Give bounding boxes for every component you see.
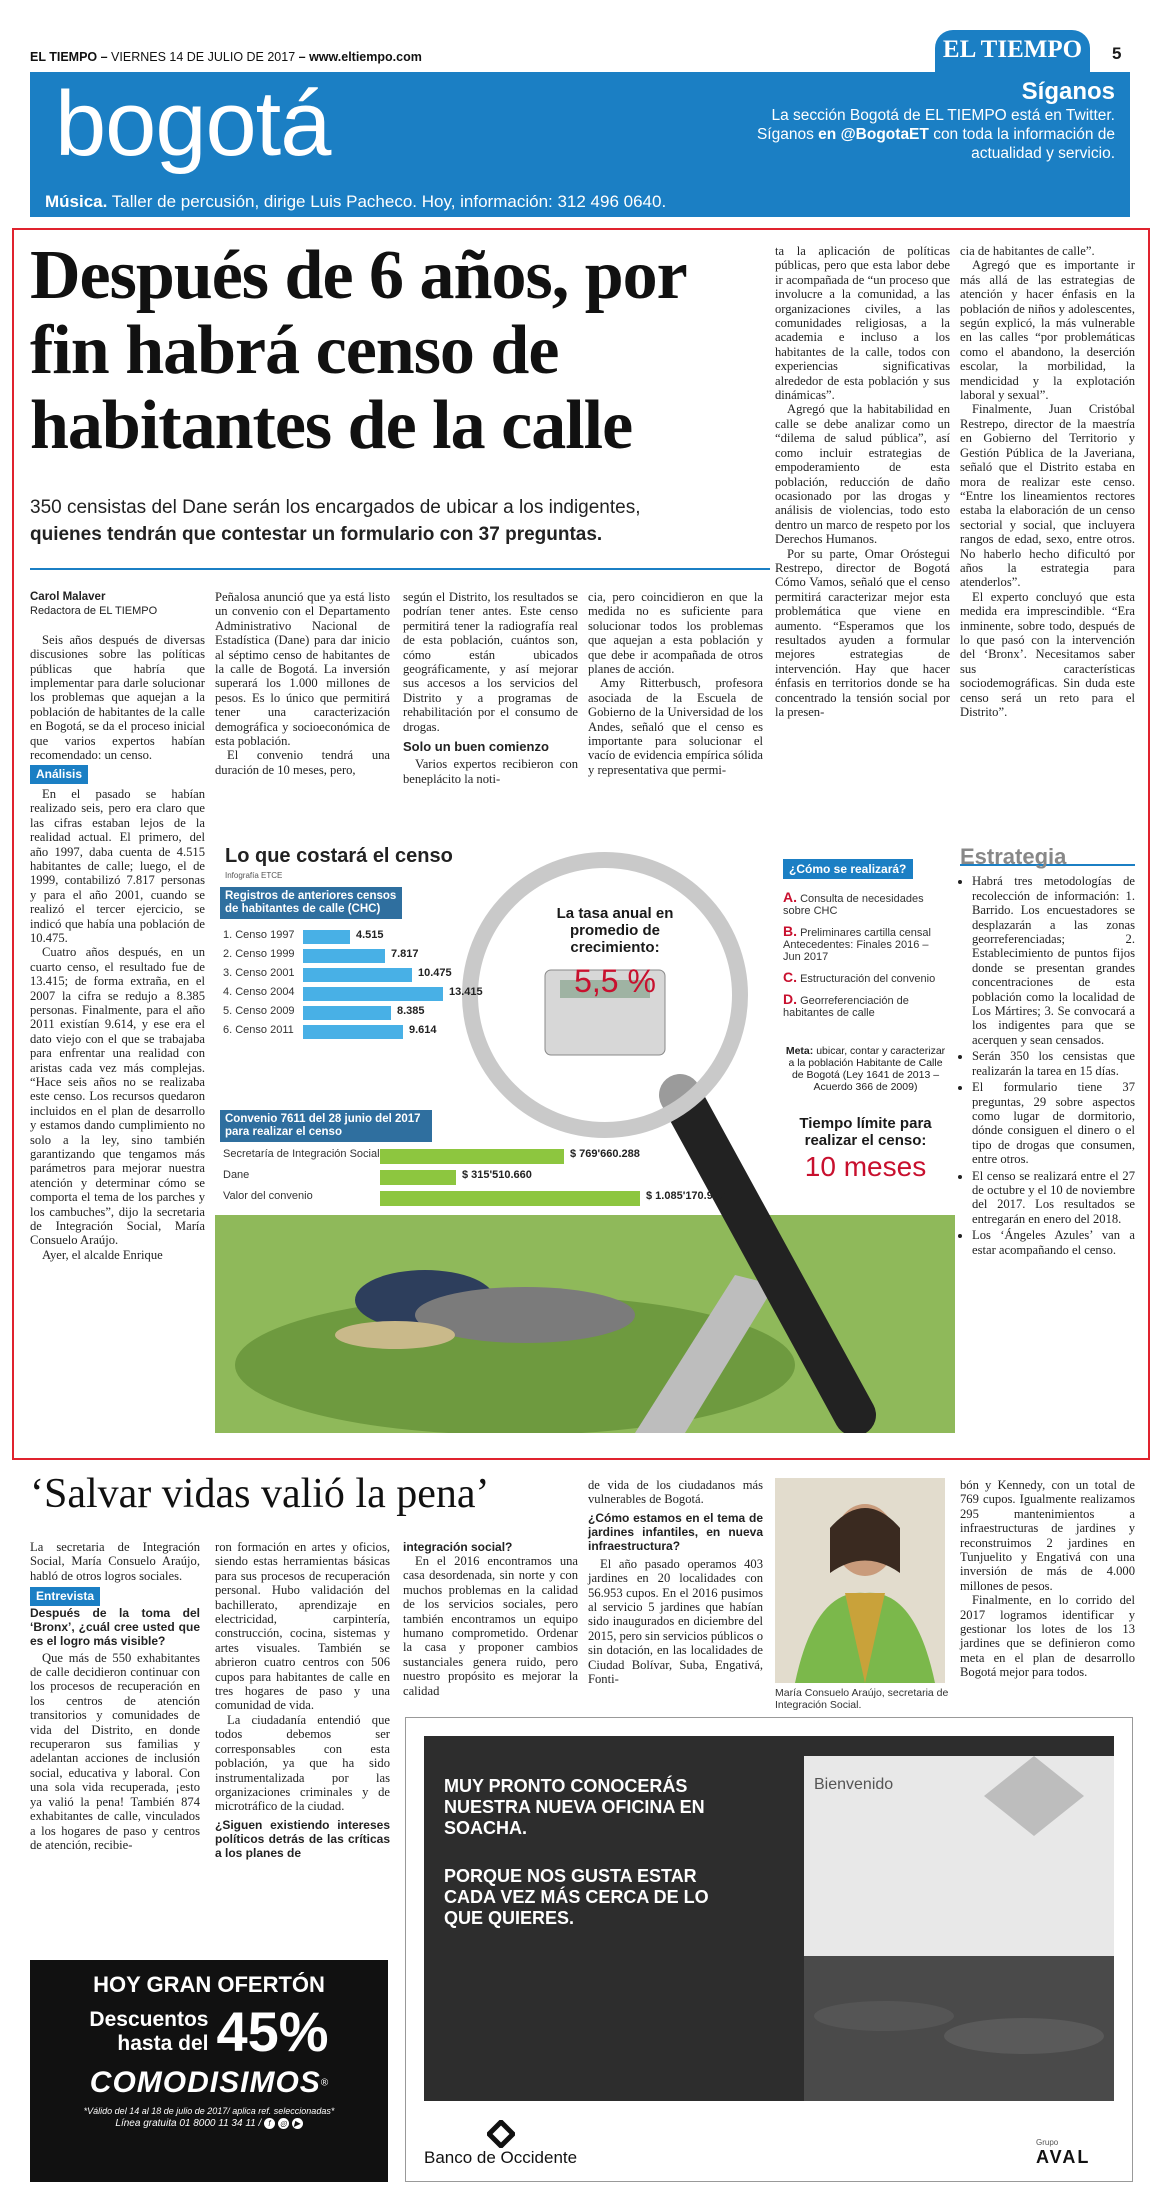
paragraph: En el 2016 encontramos una casa desordenada, sin norte y con muchos problemas en la calidad de los servicios sociales, pero también encontramos un equipo humano comprometido. Ordenar la casa y proponer cambios sustanciales genera ruido, pero nuestro propósito es mejorar la calidad bbox=[403, 1554, 578, 1698]
strategy-title: Estrategia bbox=[960, 850, 1135, 866]
strategy-item: • Serán 350 los censistas que realizarán la tarea en 15 días. bbox=[972, 1049, 1135, 1078]
second-col-2 bbox=[215, 1540, 390, 1860]
paragraph: En el pasado se habían realizado seis, pero era claro que las cifras estaban lejos de la realidad actual. El primero, del año 1997, daba cuenta de 4.515 habitantes de calle; luego, el de 1999, contabilizó 7.817 personas y para el año 2001, cuando se realizó el tercer ejercicio, se indicó que había una población de 10.475. bbox=[30, 786, 205, 945]
strategy-item: • El formulario tiene 37 preguntas, 29 sobre aspectos como lugar de dormitorio, dónde consiguen el dinero o el tipo de drogas que consumen, entre otros. bbox=[972, 1080, 1135, 1166]
bar-category-label: Secretaría de Integración Social bbox=[223, 1148, 380, 1160]
meta-label: Meta: bbox=[785, 1045, 814, 1057]
bar-value-label: $ 1.085'170.948 bbox=[646, 1190, 726, 1202]
paragraph: Agregó que la habitabilidad en calle se debe analizar como un “dilema de salud pública”, así como incluir estrategias de empoderamiento de esta población, reducción de daño ocasionado por las drogas y análisis de violencias, todo esto dentro un marco de respeto por los Derechos Humanos. bbox=[775, 402, 950, 547]
bar bbox=[303, 968, 412, 982]
instagram-icon[interactable]: ◎ bbox=[278, 2118, 289, 2129]
bar-value-label: 7.817 bbox=[391, 948, 419, 960]
page-number: 5 bbox=[1112, 44, 1122, 63]
portrait-photo bbox=[775, 1478, 945, 1683]
bar-value-label: 8.385 bbox=[397, 1005, 425, 1017]
masthead-line: EL TIEMPO – VIERNES 14 DE JULIO DE 2017 – www.eltiempo.com bbox=[30, 50, 422, 64]
bar-category-label: 3. Censo 2001 bbox=[223, 967, 295, 979]
column-2 bbox=[215, 590, 390, 777]
paragraph: Ayer, el alcalde Enrique bbox=[42, 1247, 163, 1262]
ad-comodisimos[interactable] bbox=[30, 1960, 388, 2182]
bar bbox=[303, 987, 443, 1001]
paper-name: EL TIEMPO bbox=[30, 50, 98, 64]
deck-line-1: 350 censistas del Dane serán los encargados de ubicar a los indigentes, bbox=[30, 497, 641, 518]
bank-name: Banco de Occidente bbox=[424, 2148, 578, 2167]
step-a: A. Consulta de necesidades sobre CHC bbox=[783, 889, 924, 917]
column-6 bbox=[960, 244, 1135, 719]
strategy-item: • El censo se realizará entre el 27 de octubre y el 10 de noviembre del 2017. Los resultados se entregarán en enero del 2018. bbox=[972, 1169, 1135, 1227]
bar bbox=[303, 930, 350, 944]
paragraph: Seis años después de diversas discusiones sobre las políticas públicas que habría que implementar para darle solucionar los problemas que aquejan a la población de habitantes de la calle en Bogotá, se da el proceso inicial que varios expertos habían recomendado: un censo. bbox=[30, 632, 205, 763]
agenda-line bbox=[45, 192, 666, 212]
byline: Carol Malaver bbox=[30, 591, 106, 603]
agenda-label: Música. bbox=[45, 192, 108, 211]
photo-caption: María Consuelo Araújo, secretaria de Integración Social. bbox=[775, 1687, 949, 1711]
bar bbox=[380, 1170, 456, 1185]
bar-category-label: Dane bbox=[223, 1169, 250, 1181]
bar-category-label: 1. Censo 1997 bbox=[223, 929, 295, 941]
aval-name: AVAL bbox=[1036, 2147, 1091, 2167]
bar-category-label: Valor del convenio bbox=[223, 1190, 313, 1202]
ad-percent: 45% bbox=[216, 2000, 329, 2063]
bar-value-label: 4.515 bbox=[356, 929, 384, 941]
ad-brand: COMODISIMOS bbox=[89, 2066, 321, 2099]
brand-label: EL TIEMPO bbox=[942, 36, 1083, 63]
deck bbox=[30, 494, 770, 548]
bar-value-label: 9.614 bbox=[409, 1024, 437, 1036]
question-2b: integración social? bbox=[403, 1540, 513, 1554]
ad-upto: hasta del bbox=[117, 2032, 209, 2055]
byline-role: Redactora de EL TIEMPO bbox=[30, 605, 158, 618]
answer-1: Que más de 550 exhabitantes de calle decidieron continuar con los procesos de recuperación en los centros de atención transitorios y comunidades de vida del Distrito, en donde recuperaron sus familias y adelantan acciones de inclusión social, educativa y laboral. Con una sola vida recuperada, ¡esto ya valió la pena! También 874 exhabitantes de calle, vinculados a los hogares de paso y centros de atención, recibie- bbox=[30, 1650, 200, 1852]
follow-text-2: con toda la información de actualidad y servicio. bbox=[933, 126, 1115, 162]
column-5 bbox=[775, 244, 950, 719]
paragraph: La ciudadanía entendió que todos debemos ser corresponsables con esta población, ya que ha sido instrumentalizada por las organizaciones criminales y de microtráfico de la ciudad. bbox=[215, 1712, 390, 1814]
ad-phone: Línea gratuita 01 8000 11 34 11 / bbox=[115, 2118, 262, 2129]
paragraph: Agregó que es importante ir más allá de las estrategias de atención y hacer énfasis en la población de niños y adolescentes, según explicó, la más vulnerable en las calles “por problemáticas como el abandono, la deserción escolar, la morbilidad, la mendicidad y la explotación laboral y sexual”. bbox=[960, 258, 1135, 403]
strategy-item: • Habrá tres metodologías de recolección de información: 1. Barrido. Los encuestadores se desplazarán a las zonas georreferenciadas; 2. Establecimiento de puntos fijos donde se presentan grandes concentraciones de esta población como la localidad de Los Mártires; 3. Se convocará a los indigentes para que se acerquen y sean censados. bbox=[972, 874, 1135, 1047]
section-title: bogotá bbox=[55, 73, 331, 175]
rate-title: La tasa anual en promedio de crecimiento: bbox=[556, 905, 674, 956]
paragraph: bón y Kennedy, con un total de 769 cupos. Igualmente realizamos 295 mantenimientos a infraestructuras de jardines y reconstruimos 2 jardines en Tunjuelito y Engativá con una inversión de más de 4.000 millones de pesos. bbox=[960, 1478, 1135, 1593]
interview-tag: Entrevista bbox=[30, 1587, 100, 1605]
paragraph: de vida de los ciudadanos más vulnerables de Bogotá. bbox=[588, 1478, 763, 1507]
census-chart bbox=[215, 929, 515, 1049]
paragraph: según el Distrito, los resultados se podrían tener antes. Este censo permitirá tener la radiografía real de esta población, cuántos son, cómo están ubicados geográficamente, y así mejorar sus accesos a los servicios del Distrito y a programas de rehabilitación por el consumo de drogas. bbox=[403, 590, 578, 734]
bar bbox=[380, 1149, 564, 1164]
convenio-chart bbox=[215, 1148, 775, 1218]
bar bbox=[303, 949, 385, 963]
paragraph: ta la aplicación de políticas públicas, pero que esta labor debe ir acompañada de “un proceso que involucre a la comunidad, a las organizaciones civiles, a las comunidades religiosas, a la academia e incluso a los habitantes de la calle, todos con experiencias significativas alrededor de esta población y sus dinámicas”. bbox=[775, 244, 950, 403]
column-4 bbox=[588, 590, 763, 777]
aval-group: Grupo bbox=[1036, 2138, 1059, 2147]
question-1: Después de la toma del ‘Bronx’, ¿cuál cree usted que es el logro más visible? bbox=[30, 1605, 200, 1648]
portrait-image bbox=[775, 1478, 945, 1683]
paragraph: El experto concluyó que esta medida era imprescindible. “Era inminente, sobre todo, después de lo que pasó con la intervención del ‘Bronx’. Necesitamos saber sus características sociodemográficas. Sin duda este censo será un reto para el Distrito”. bbox=[960, 589, 1135, 719]
ad-photo-panel bbox=[424, 1736, 1114, 2101]
agenda-text: Taller de percusión, dirige Luis Pacheco. Hoy, información: 312 496 0640. bbox=[111, 192, 667, 211]
infographic-credit: Infografía ETCE bbox=[225, 871, 283, 880]
paragraph: Finalmente, en lo corrido del 2017 logramos identificar y gestionar los lotes de los 13 jardines que se definieron como meta en el plan de desarrollo Bogotá mejor para todos. bbox=[960, 1593, 1135, 1680]
bank-logo bbox=[424, 2120, 577, 2168]
paragraph: cia, pero coincidieron en que la medida no es suficiente para solucionar todos los problemas que aquejan a esta población y que debe ir acompañada de otros planes de acción. bbox=[588, 590, 763, 677]
bar-category-label: 2. Censo 1999 bbox=[223, 948, 295, 960]
headline: Después de 6 años, por fin habrá censo de habitantes de la calle bbox=[30, 237, 686, 464]
question-3: ¿Cómo estamos en el tema de jardines infantiles, en nueva infraestructura? bbox=[588, 1510, 763, 1553]
ad-fine: *Válido del 14 al 18 de julio de 2017/ aplica ref. seleccionadas* bbox=[83, 2106, 335, 2116]
second-col-3 bbox=[403, 1540, 578, 1698]
ad-discounts: Descuentos bbox=[89, 2008, 209, 2031]
infographic-title: Lo que costará el censo bbox=[225, 845, 453, 867]
paragraph: Amy Ritterbusch, profesora asociada de la Escuela de Gobierno de la Universidad de los Andes, señaló que el censo es importante para solucionar el vacío de evidencia empírica sólida y representativa que permi- bbox=[588, 676, 763, 777]
steps-list bbox=[783, 889, 948, 1025]
bank-logo-icon bbox=[487, 2120, 515, 2148]
paragraph: El convenio tendrá una duración de 10 meses, pero, bbox=[215, 748, 390, 777]
column-1 bbox=[30, 590, 205, 1262]
ad-line-2: PORQUE NOS GUSTA ESTAR CADA VEZ MÁS CERCA DE LO QUE QUIERES. bbox=[444, 1866, 709, 1928]
second-col-6 bbox=[960, 1478, 1135, 1680]
paragraph: cia de habitantes de calle”. bbox=[960, 244, 1095, 258]
paragraph: Finalmente, Juan Cristóbal Restrepo, director de la maestría en Gobierno del Territorio y Gestión Pública de la Javeriana, señaló que el Distrito estaba en mora de realizar este censo. “Entre los lineamientos rectores estaba la elaboración de un censo sectorial y social, que incluyera rangos de edad, sexo, entre otros. No haberlo hecho dificultó por años la estrategia para atenderlos”. bbox=[960, 402, 1135, 590]
subhead: Solo un buen comienzo bbox=[403, 739, 549, 755]
deck-line-2: quienes tendrán que contestar un formulario con 37 preguntas. bbox=[30, 524, 603, 545]
bar-value-label: 13.415 bbox=[449, 986, 483, 998]
ad-headline: HOY GRAN OFERTÓN bbox=[93, 1972, 325, 1997]
bar-category-label: 4. Censo 2004 bbox=[223, 986, 295, 998]
paragraph: ron formación en artes y oficios, siendo estas herramientas básicas para sus procesos de recuperación personal. Hubo validación del bachillerato, aprendizaje en electricidad, carpintería, construcción, cocina, sistemas y artes visuales. También se abrieron cuatro centros con 506 cupos para habitantes de calle en tres hogares de paso y una comunidad de vida. bbox=[215, 1540, 390, 1713]
infographic bbox=[215, 845, 955, 1433]
bar bbox=[303, 1006, 391, 1020]
strategy-box bbox=[960, 844, 1135, 1259]
bar-category-label: 5. Censo 2009 bbox=[223, 1005, 295, 1017]
aval-logo bbox=[1036, 2138, 1090, 2168]
analysis-tag-label: Análisis bbox=[30, 765, 88, 783]
follow-box bbox=[740, 78, 1115, 163]
meta-box bbox=[783, 1045, 948, 1093]
census-chart-title: Registros de anteriores censos de habitantes de calle (CHC) bbox=[220, 887, 402, 919]
issue-date: VIERNES 14 DE JULIO DE 2017 bbox=[111, 50, 296, 64]
deck-rule bbox=[30, 568, 770, 570]
question-2: ¿Siguen existiendo intereses políticos detrás de las críticas a los planes de bbox=[215, 1817, 390, 1860]
analysis-tag bbox=[30, 765, 205, 783]
paragraph: Peñalosa anunció que ya está listo un convenio con el Departamento Administrativo Nacional de Estadística (Dane) para dar inicio al séptimo censo de habitantes de la calle de Bogotá. La inversión superará los 1.000 millones de pesos. Es lo único que permitirá tener una caracterización demográfica y socioeconómica de esta población. bbox=[215, 590, 390, 749]
ad-banco-occidente[interactable] bbox=[405, 1717, 1133, 2182]
intro: La secretaria de Integración Social, María Consuelo Araújo, habló de otros logros sociales. bbox=[30, 1540, 200, 1583]
ad-line-1: MUY PRONTO CONOCERÁS NUESTRA NUEVA OFICINA EN SOACHA. bbox=[444, 1776, 705, 1838]
follow-text: La sección Bogotá de EL TIEMPO está en Twitter. Síganos bbox=[756, 107, 1115, 143]
ad-brand-reg: ® bbox=[320, 2077, 329, 2089]
youtube-icon[interactable]: ▶ bbox=[292, 2118, 303, 2129]
bar-value-label: $ 315'510.660 bbox=[462, 1169, 532, 1181]
paragraph: Cuatro años después, en un cuarto censo, el resultado fue de 13.415; de forma extraña, en el 2007 la cifra se redujo a 8.385 personas. Finalmente, para el año 2011 existían 9.614, y ese era el dato viejo con el que se trabajaba para enfrentar una realidad con aristas cada vez más complejas. “Hace seis años no se realizaba este censo. Los recursos quedaron incluidos en el plan de desarrollo y estamos dando cumplimiento no solo a la ley, sino también garantizando que tengamos más parámetros para mejorar nuestra atención y determinar cómo se comporta el tema de los parches y los cambuches”, dijo la secretaria de Integración Social, María Consuelo Araújo. bbox=[30, 945, 205, 1248]
paragraph: Por su parte, Omar Oróstegui Restrepo, director de Bogotá Cómo Vamos, señaló que el censo permitirá caracterizar mejor esta problemática que viene en aumento. “Esperamos que los resultados ayuden a formular mejores estrategias de intervención. Hay que hacer énfasis en territorios donde se ha concentrado la tensión social por la presen- bbox=[775, 546, 950, 719]
rate-value: 5,5 % bbox=[574, 963, 656, 999]
step-c: C. Estructuración del convenio bbox=[783, 969, 936, 985]
facebook-icon[interactable]: f bbox=[264, 2118, 275, 2129]
bar-category-label: 6. Censo 2011 bbox=[223, 1024, 294, 1036]
column-3 bbox=[403, 590, 578, 786]
bar-value-label: $ 769'660.288 bbox=[570, 1148, 640, 1160]
second-col-4 bbox=[588, 1478, 763, 1686]
convenio-chart-title: Convenio 7611 del 28 junio del 2017 para realizar el censo bbox=[220, 1110, 432, 1142]
follow-title: Síganos bbox=[1021, 78, 1115, 105]
bar bbox=[303, 1025, 403, 1039]
step-d: D. Georreferenciación de habitantes de calle bbox=[783, 991, 909, 1019]
paragraph: El año pasado operamos 403 jardines en 20 localidades con 56.953 cupos. En el 2016 pusimos al servicio 5 jardines que habían sido inaugurados en diciembre del 2015, pero sin servicios públicos o sin dotación, en las localidades de Ciudad Bolívar, Suba, Engativá, Fonti- bbox=[588, 1556, 763, 1687]
strategy-item: • Los ‘Ángeles Azules’ van a estar acompañando el censo. bbox=[972, 1228, 1135, 1257]
limit-title: Tiempo límite para realizar el censo: bbox=[799, 1115, 932, 1149]
second-headline: ‘Salvar vidas valió la pena’ bbox=[30, 1471, 490, 1517]
bar-value-label: 10.475 bbox=[418, 967, 452, 979]
step-b: B. Preliminares cartilla censal Antecedentes: Finales 2016 – Jun 2017 bbox=[783, 923, 931, 963]
meta-text: ubicar, contar y caracterizar a la población Habitante de Calle de Bogotá (Ley 1641 de 2013 – Acuerdo 366 de 2009) bbox=[788, 1045, 946, 1093]
second-col-1 bbox=[30, 1540, 200, 1852]
twitter-handle[interactable]: en @BogotaET bbox=[818, 126, 929, 143]
ad-sign: Bienvenido bbox=[814, 1776, 894, 1793]
how-title: ¿Cómo se realizará? bbox=[783, 859, 913, 879]
site-link[interactable]: www.eltiempo.com bbox=[309, 50, 422, 64]
paragraph: Varios expertos recibieron con beneplácito la noti- bbox=[403, 757, 578, 786]
limit-value: 10 meses bbox=[804, 1151, 927, 1182]
bar bbox=[380, 1191, 640, 1206]
